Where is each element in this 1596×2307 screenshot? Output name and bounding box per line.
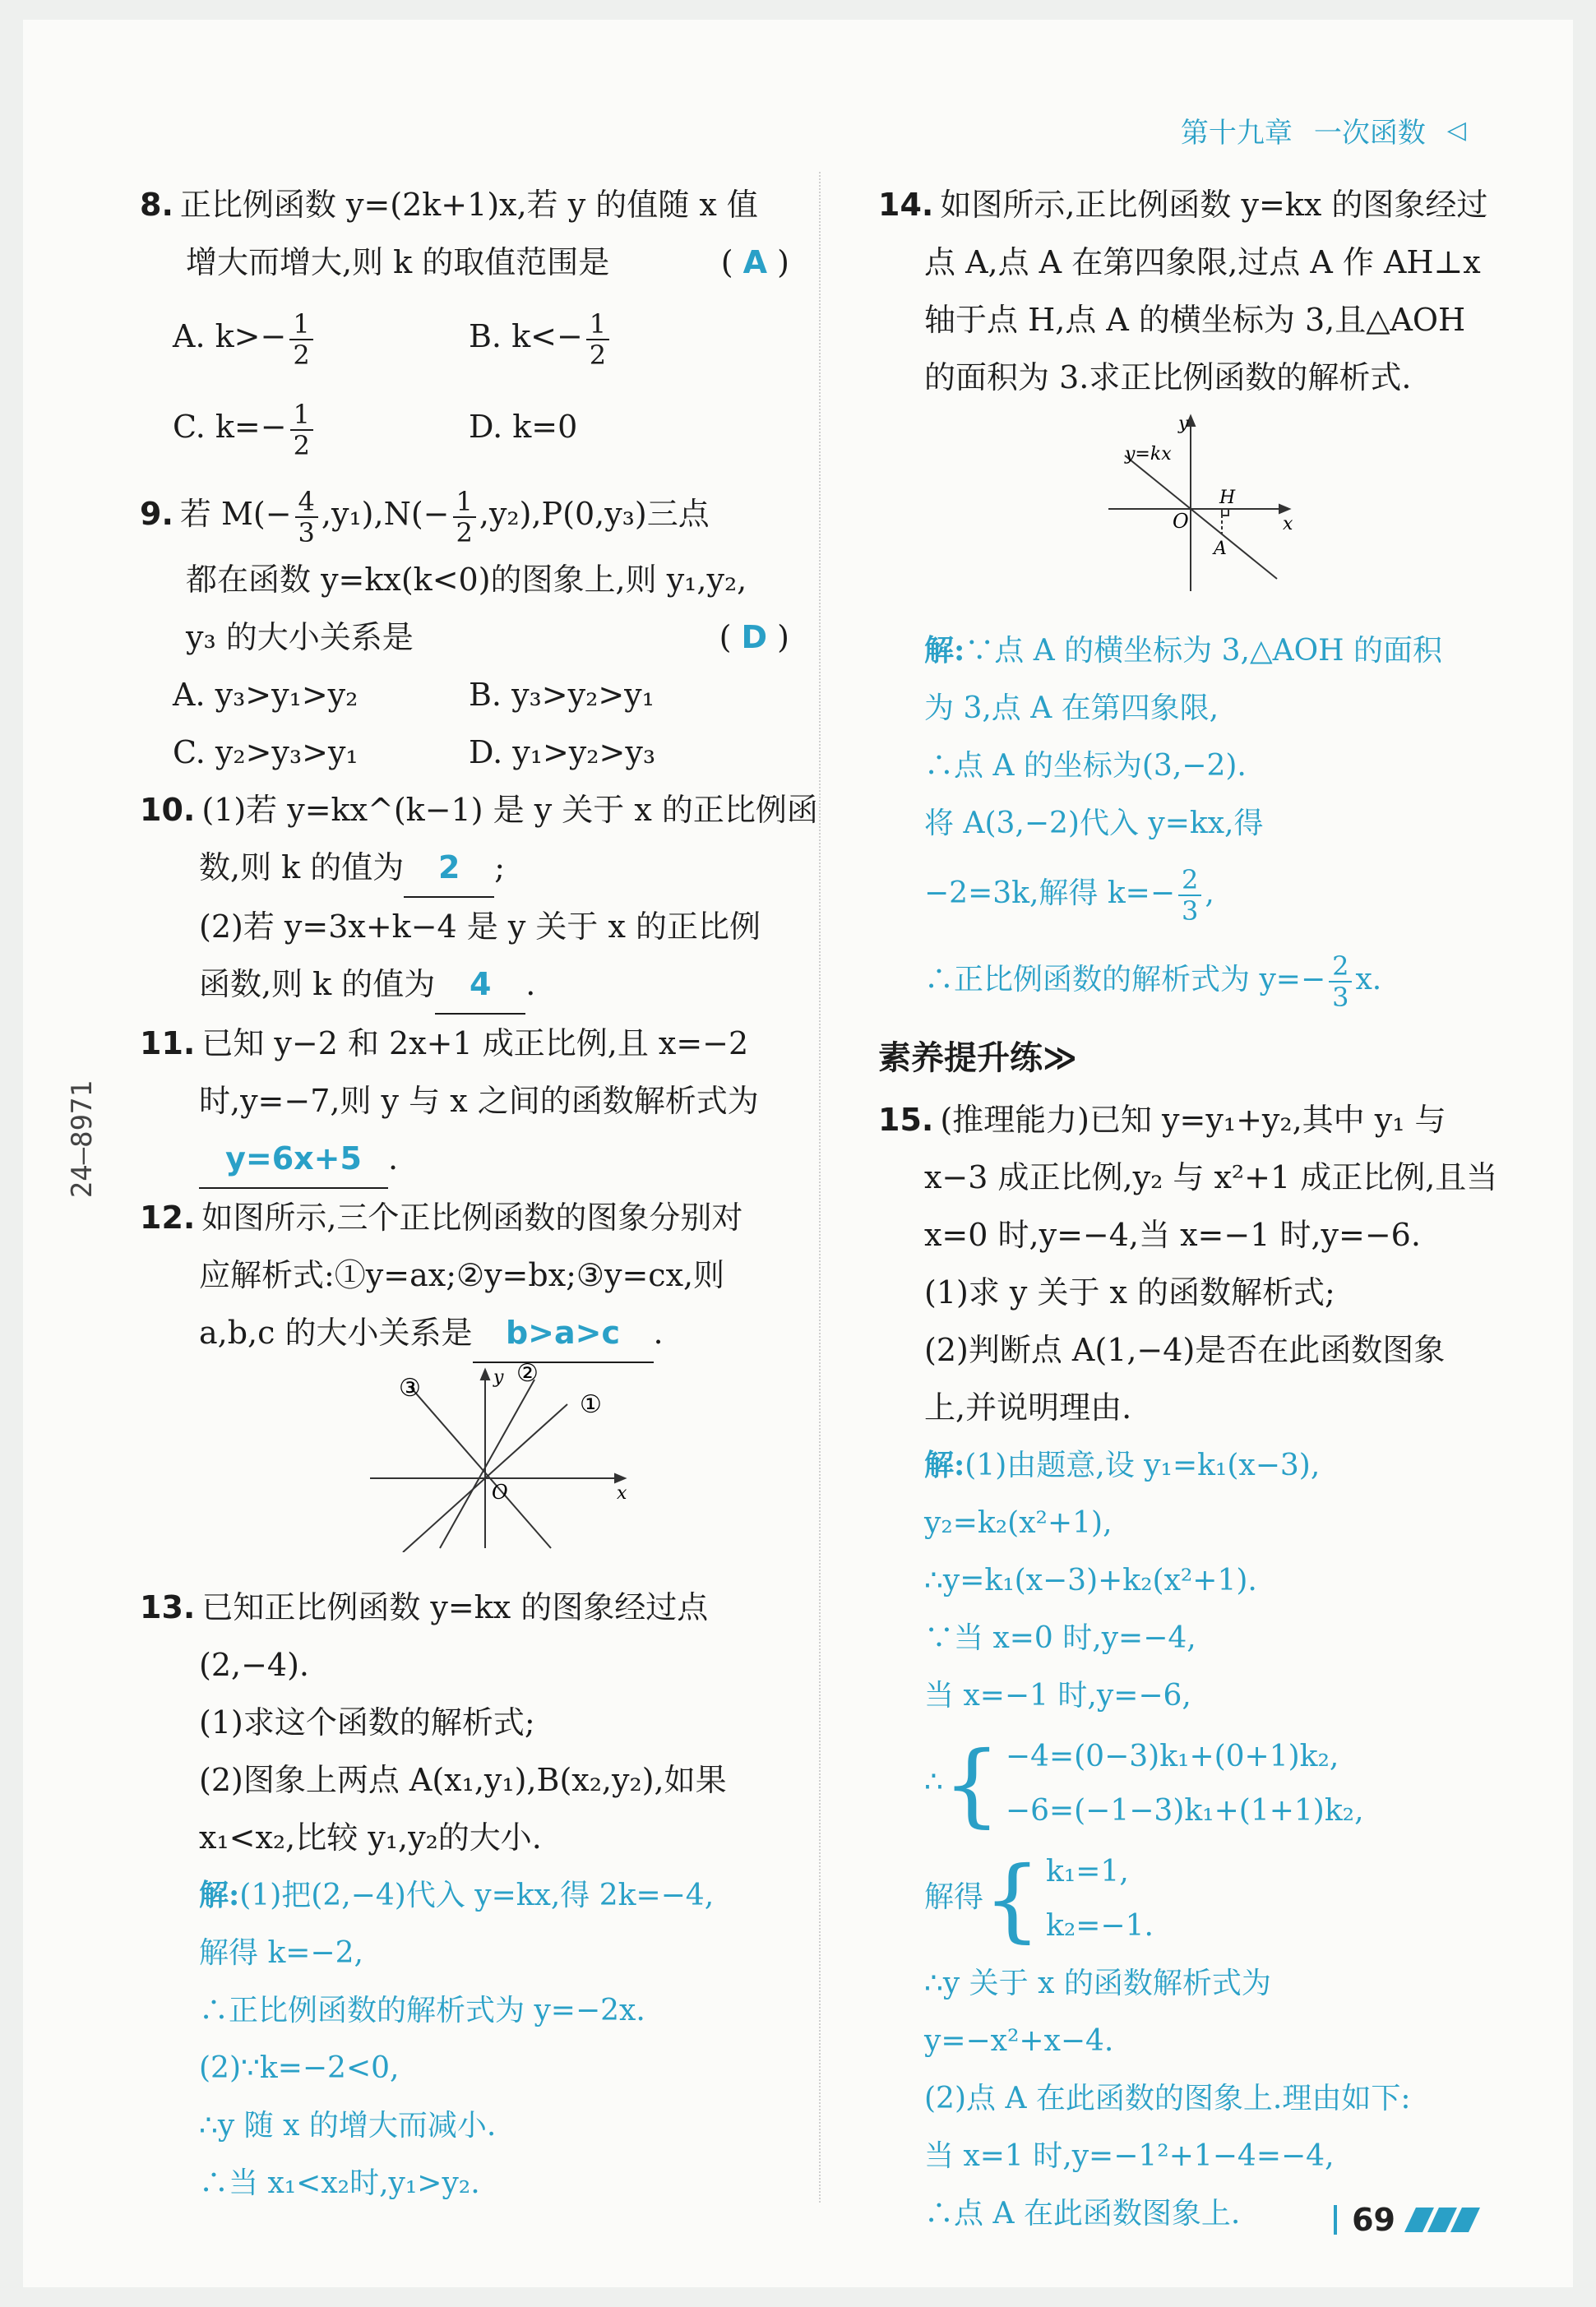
question-text: 上,并说明理由. [924,1389,1132,1426]
question-text: 时,y=−7,则 y 与 x 之间的函数解析式为 [199,1083,759,1119]
y-label: y [1178,414,1189,434]
blank-answer: 2 [404,839,494,898]
three-lines-figure [140,1363,789,1552]
question-number: 15. [878,1102,934,1138]
line-2-label: ② [516,1363,539,1388]
option-d: D. y₁>y₂>y₃ [469,734,656,770]
question-number: 8. [140,187,173,223]
stripes-icon [1410,2208,1474,2232]
solution: 解:∵点 A 的横坐标为 3,△AOH 的面积 为 3,点 A 在第四象限, ∴点 A 的坐标为(3,−2). 将 A(3,−2)代入 y=kx,得 −2=3k,解得 k=− $\frac{2}{3}$ , ∴正比例函数的解析式为 y=− $\frac{2}{3}$ x. [924,633,1443,1013]
question-text: (1)若 y=kx^(k−1) 是 y 关于 x 的正比例函 [201,792,818,828]
line-3 [411,1388,551,1548]
right-column [878,176,1520,2243]
side-code: 24—8971 [66,1080,99,1199]
question-number: 9. [140,496,173,532]
answer: D [741,619,768,655]
workbook-page [23,20,1573,2287]
left-column [140,176,818,2212]
chapter-number: 第十九章 [1180,117,1293,150]
column-divider [819,172,821,2203]
chapter-title: 一次函数 [1313,117,1426,150]
option-b: B. k<− $\frac{1}{2}$ [469,291,765,381]
question-text: (1)求 y 关于 x 的函数解析式; [924,1274,1335,1311]
x-axis-arrow [1279,505,1289,513]
x-axis-arrow [615,1474,625,1482]
line-3-label: ③ [399,1374,421,1403]
blank-answer: 4 [435,955,525,1015]
y-axis-arrow [481,1370,489,1380]
question-text: 增大而增大,则 k 的取值范围是 [186,244,610,280]
equation-system: { −4=(0−3)k₁+(0+1)k₂, −6=(−1−3)k₁+(1+1)k₂, [942,1731,1364,1837]
question-text: (推理能力)已知 y=y₁+y₂,其中 y₁ 与 [940,1102,1446,1138]
question-10: 10. (1)若 y=kx^(k−1) 是 y 关于 x 的正比例函 数,则 k 的值为 2 ; (2)若 y=3x+k−4 是 y 关于 x 的正比例 函数,则 k 的值为 4 . [140,781,789,1015]
question-text: x=0 时,y=−4,当 x=−1 时,y=−6. [924,1217,1421,1253]
question-text: x₁<x₂,比较 y₁,y₂的大小. [199,1819,542,1856]
solution: 解:(1)由题意,设 y₁=k₁(x−3), y₂=k₂(x²+1), ∴y=k₁(x−3)+k₂(x²+1). ∵当 x=0 时,y=−4, 当 x=−1 时,y=−6, ∴ { −4=(0−3)k₁+(0+1)k₂, −6=(−1−3)k₁+(1+1)k₂, 解得 { k₁=1, k₂=−1. ∴y 关于 x 的函数解析式为 y=−x²+x−4. (2)点 A 在此函数的图象上.理由如下: 当 x=1 时,y=−1²+1−4=−4, ∴点 A 在此函数图象上. [924,1448,1411,2231]
right-angle-mark [1222,509,1228,515]
question-text: (2)图象上两点 A(x₁,y₁),B(x₂,y₂),如果 [199,1762,727,1798]
solution: 解:(1)把(2,−4)代入 y=kx,得 2k=−4, 解得 k=−2, ∴正比例函数的解析式为 y=−2x. (2)∵k=−2<0, ∴y 随 x 的增大而减小. ∴当 x₁<x₂时,y₁>y₂. [199,1878,715,2200]
options [140,291,789,472]
question-9: 9. 若 M(− $\frac{4}{3}$ ,y₁),N(− $\frac{1}{2}$ ,y₂),P(0,y₃)三点 都在函数 y=kx(k<0)的图象上,则 y₁,y₂, y₃ 的大小关系是 ( D ) A. y₃>y₁>y₂ B. y₃>y₂>y₁ C. y₂>y₃>y₁ D. y₁>y₂>y₃ [140,477,789,781]
question-text: (1)求这个函数的解析式; [199,1704,535,1741]
question-text: 点 A,点 A 在第四象限,过点 A 作 AH⊥x [924,244,1481,280]
footer-bar [1334,2205,1337,2235]
point-h-label: H [1219,488,1236,508]
question-13 [140,1579,789,2212]
question-number: 10. [140,792,196,828]
question-14 [878,176,1520,1025]
option-d: D. k=0 [469,409,578,445]
solution-label: 解: [924,633,965,668]
question-8 [140,176,789,472]
option-a: A. y₃>y₁>y₂ [173,677,359,713]
page-footer [1334,2202,1474,2238]
y-label: y [493,1367,504,1388]
blank-answer: y=6x+5 [199,1130,388,1189]
options [140,666,789,781]
question-text: y₃ 的大小关系是 [186,619,414,655]
x-label: x [617,1483,627,1504]
blank-answer: b>a>c [473,1304,654,1363]
option-a: A. k>− $\frac{1}{2}$ [173,291,469,381]
question-number: 11. [140,1025,196,1061]
line-1-label: ① [580,1390,602,1419]
question-text: (2,−4). [199,1647,310,1683]
origin-label: O [1173,510,1189,533]
question-text: 应解析式:①y=ax;②y=bx;③y=cx,则 [199,1257,725,1293]
question-text: 都在函数 y=kx(k<0)的图象上,则 y₁,y₂, [186,562,747,598]
question-number: 12. [140,1200,196,1236]
question-11: 11. 已知 y−2 和 2x+1 成正比例,且 x=−2 时,y=−7,则 y 与 x 之间的函数解析式为 y=6x+5 . [140,1015,789,1189]
question-text: 轴于点 H,点 A 的横坐标为 3,且△AOH [924,302,1466,338]
question-text: 正比例函数 y=(2k+1)x,若 y 的值随 x 值 [179,187,758,223]
question-number: 14. [878,187,934,223]
line-2 [440,1380,534,1548]
x-label: x [1283,514,1293,534]
solution-system: { k₁=1, k₂=−1. [983,1847,1154,1952]
question-text: 已知正比例函数 y=kx 的图象经过点 [201,1589,709,1625]
page-number: 69 [1352,2202,1395,2238]
answer: A [742,244,768,280]
question-text: 的面积为 3.求正比例函数的解析式. [924,359,1412,395]
question-number: 13. [140,1589,196,1625]
line-through-origin-figure [878,406,1520,603]
question-text: 如图所示,正比例函数 y=kx 的图象经过 [940,187,1488,223]
question-15 [878,1091,1520,2243]
question-text: (2)判断点 A(1,−4)是否在此函数图象 [924,1332,1446,1368]
solution-label: 解: [199,1878,240,1912]
line-y-kx [1125,455,1277,579]
option-c: C. k=− $\frac{1}{2}$ [173,381,469,472]
option-c: C. y₂>y₃>y₁ [173,734,359,770]
chapter-header [1181,110,1466,150]
question-text: 已知 y−2 和 2x+1 成正比例,且 x=−2 [201,1025,749,1061]
question-text: 如图所示,三个正比例函数的图象分别对 [201,1200,743,1236]
triangle-left-icon: ◁ [1446,116,1466,145]
question-text: x−3 成正比例,y₂ 与 x²+1 成正比例,且当 [924,1159,1498,1195]
line-label: y=kx [1125,444,1172,465]
question-text: (2)若 y=3x+k−4 是 y 关于 x 的正比例 [199,908,761,945]
section-title: 素养提升练≫ [878,1039,1077,1077]
answer-paren: ( A ) [720,244,789,280]
question-12: 12. 如图所示,三个正比例函数的图象分别对 应解析式:①y=ax;②y=bx;③y=cx,则 a,b,c 的大小关系是 b>a>c . ① ② ③ x y O [140,1189,789,1570]
origin-label: O [492,1481,508,1504]
solution-label: 解: [924,1448,965,1482]
point-a-label: A [1214,539,1227,559]
answer-paren: ( D ) [719,619,789,655]
option-b: B. y₃>y₂>y₁ [469,677,655,713]
